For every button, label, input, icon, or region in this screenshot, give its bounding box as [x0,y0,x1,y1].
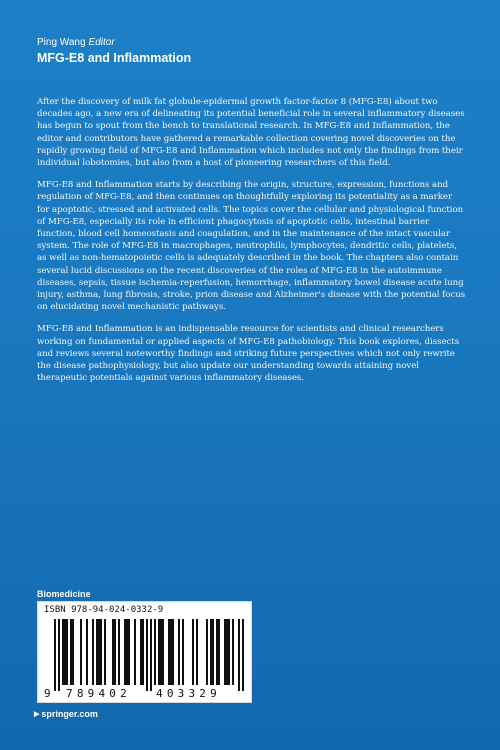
barcode-bar [226,619,228,685]
barcode-bar [86,619,88,685]
barcode-bar [162,619,164,685]
barcode-bar [64,619,66,685]
barcode-bar [172,619,174,685]
barcode-bar [232,619,234,685]
barcode-bar [160,619,162,685]
barcode-bar [124,619,126,685]
barcode-bar [218,619,220,685]
barcode-bar [238,619,240,691]
barcode-bar [212,619,214,685]
isbn-label: ISBN 978-94-024-0332-9 [44,605,164,615]
barcode-bar [112,619,114,685]
editor-line [37,37,115,49]
barcode-digits-right: 403329 [156,687,221,700]
barcode-bar [80,619,82,685]
barcode-bar [104,619,106,685]
barcode-bar [228,619,230,685]
barcode-bar [96,619,98,685]
barcode-bar [128,619,130,685]
barcode-bar [100,619,102,685]
barcode-bar [210,619,212,685]
barcode-bar [142,619,144,685]
barcode-digit-lead: 9 [44,687,51,700]
barcode-bar [118,619,120,685]
barcode-bar [126,619,128,685]
barcode-bar [146,619,148,691]
barcode-bar [114,619,116,685]
barcode-bar [72,619,74,685]
blurb [37,96,467,394]
barcode-bar [66,619,68,685]
barcode-bar [154,619,156,685]
barcode-bar [224,619,226,685]
barcode-bar [70,619,72,685]
blurb-paragraph-1: After the discovery of milk fat globule-epidermal growth factor-factor 8 (MFG-E8) about two decades ago, a new era of delineating its potential beneficial role in several inflammatory diseases has begun to spout from the bench to translational research. In MFG-E8 and Inflammation, the editor and contributors have gathered a remarkable collection covering novel discoveries on the rapidly growing field of MFG-E8 and Inflammation which includes not only the findings from their individual lobotomies, but also from a host of pioneering researchers of this field. [37,97,465,169]
barcode-box [37,601,252,703]
barcode-digits [38,687,251,701]
editor-role: Editor [88,37,115,48]
barcode-bar [54,619,56,691]
arrow-right-icon: ▶ [34,711,40,718]
barcode-bar [58,619,60,691]
publisher-link[interactable] [34,709,98,720]
barcode-bar [92,619,94,685]
barcode-bar [178,619,180,685]
barcode-bar [134,619,136,685]
barcode-bar [98,619,100,685]
barcode-bar [216,619,218,685]
blurb-paragraph-2: MFG-E8 and Inflammation starts by describing the origin, structure, expression, functions and regulation of MFG-E8, and then continues on thoughtfully exploring its potentiality as a marker for apoptotic, stressed and activated cells. The topics cover the cellular and physiological function of MFG-E8, especially its role in efficient phagocytosis of apoptotic cells, intestinal barrier function, blood cell homeostasis and coagulation, and in the maintenance of the intact vascular system. The role of MFG-E8 in macrophages, neutrophils, lymphocytes, dendritic cells, platelets, as well as non-hematopoietic cells is adequately described in the book. The chapters also contain several lucid discussions on the recent discoveries of the roles of MFG-E8 in the autoimmune diseases, sepsis, tissue ischemia-reperfusion, hemorrhage, inflammatory bowel disease acute lung injury, asthma, lung fibrosis, stroke, prion disease and Alzheimer's disease with the potential focus on elucidating novel mechanistic pathways. [37,180,466,313]
category-label: Biomedicine [37,589,91,599]
barcode-bar [242,619,244,691]
barcode-bar [168,619,170,685]
barcode-bar [196,619,198,685]
barcode-bar [158,619,160,685]
editor-name: Ping Wang [37,37,86,48]
barcode-digits-left: 789402 [66,687,131,700]
barcode-bar [170,619,172,685]
publisher-url: springer.com [41,709,98,719]
blurb-paragraph-3: MFG-E8 and Inflammation is an indispensable resource for scientists and clinical researchers working on fundamental or applied aspects of MFG-E8 pathobiology. This book explores, dissects and reviews several noteworthy findings and striking future perspectives which not only rewrite the disease pathophysiology, but also update our understanding towards attaining novel therapeutic potentials against various inflammatory diseases. [37,324,460,384]
barcode-bar [182,619,184,685]
barcode-bar [192,619,194,685]
book-title: MFG-E8 and Inflammation [37,51,192,65]
barcode-bar [140,619,142,685]
barcode-bar [62,619,64,685]
barcode-bar [150,619,152,691]
barcode-bar [206,619,208,685]
